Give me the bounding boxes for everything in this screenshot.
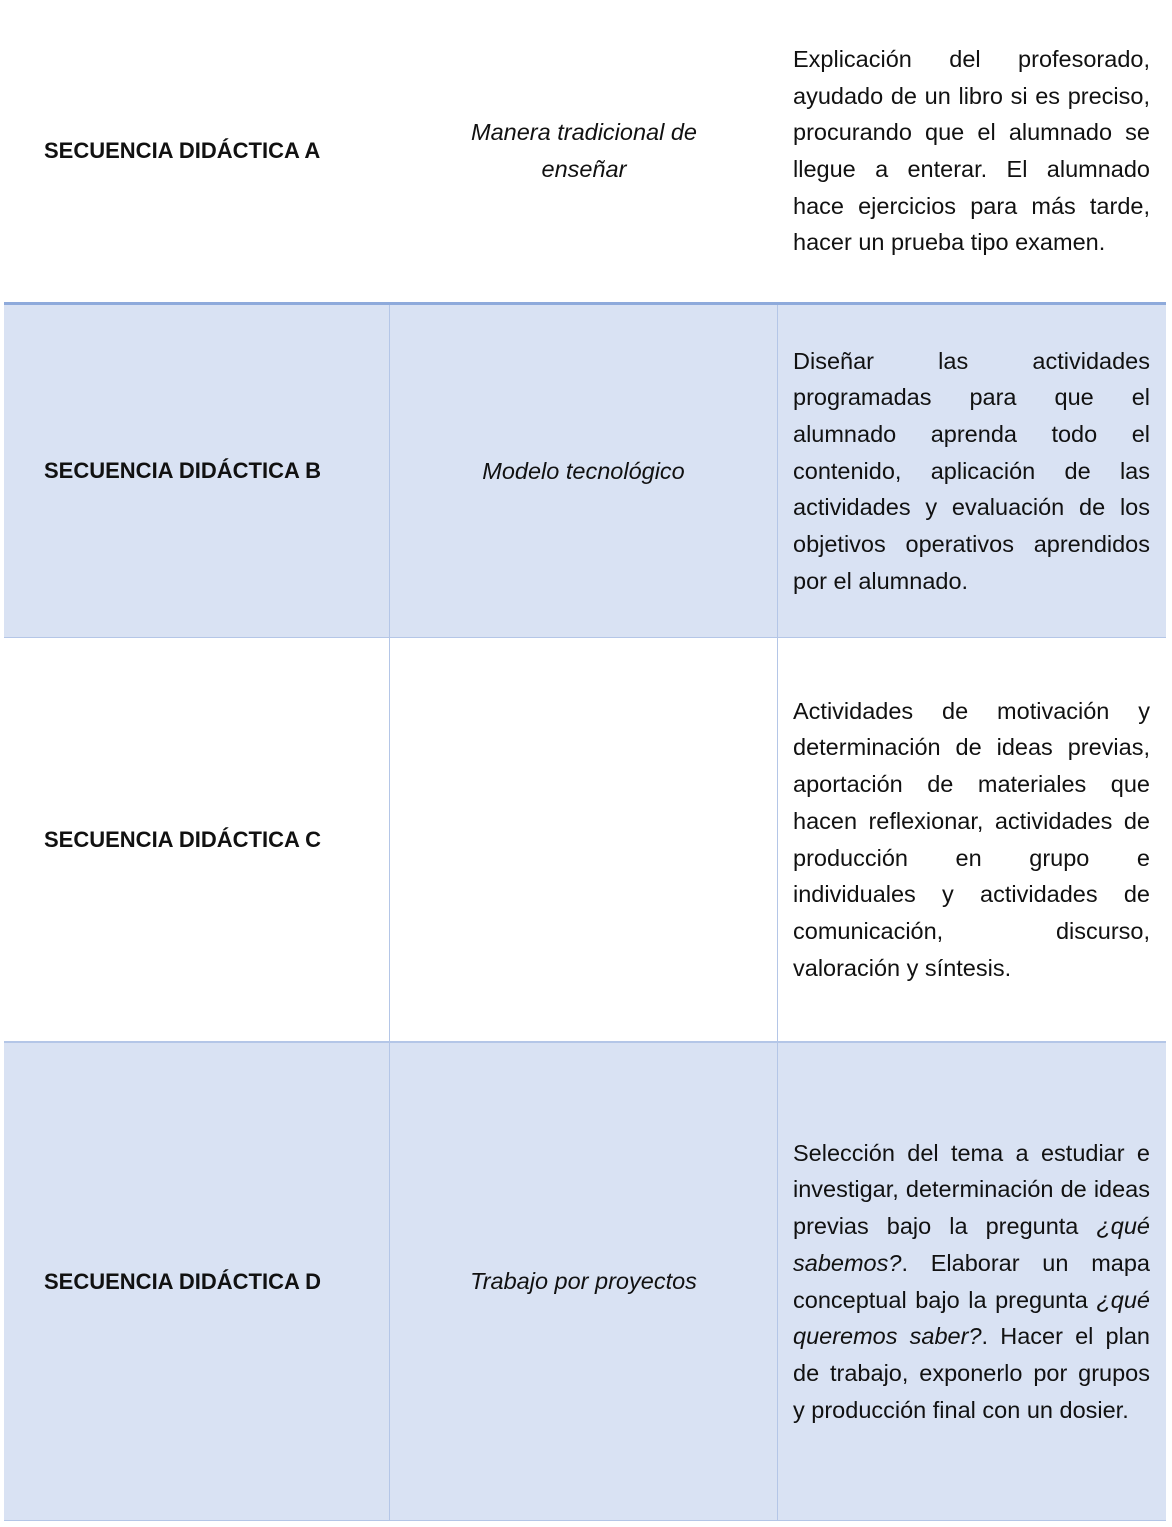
sequence-model: Modelo tecnológico (390, 305, 778, 637)
sequence-description (778, 305, 1166, 637)
description-question: ¿qué queremos saber? (793, 1286, 1150, 1350)
table-row (4, 638, 1166, 1043)
didactic-sequences-table (4, 0, 1166, 1521)
description-part: . Hacer el plan de trabajo, exponerlo por grupos y producción final con un dosier. (793, 1323, 1150, 1423)
description-text: Actividades de motivación y determinación de ideas previas, aportación de materiales que hacen reflexionar, actividades de producción en grupo e individuales y actividades de comunicación, discurso, valoración y síntesis. (793, 697, 1150, 981)
description-part: . Elaborar un mapa conceptual bajo la pregunta (793, 1249, 1150, 1313)
sequence-model: Manera tradicional de enseñar (471, 119, 697, 182)
sequence-description (778, 638, 1166, 1041)
table-row (4, 305, 1166, 638)
sequence-description (778, 0, 1166, 302)
table-row (4, 0, 1166, 305)
sequence-title: SECUENCIA DIDÁCTICA D (4, 1043, 390, 1520)
description-text: Explicación del profesorado, ayudado de un libro si es preciso, procurando que el alumnado se llegue a enterar. El alumnado hace ejercicios para más tarde, hacer un prueba tipo examen. (793, 45, 1150, 256)
sequence-model (390, 638, 778, 1041)
table-row (4, 1043, 1166, 1521)
sequence-model: Trabajo por proyectos (390, 1043, 778, 1520)
sequence-description (778, 1043, 1166, 1520)
description-part: Selección del tema a estudiar e investigar, determinación de ideas previas bajo la pregunta (793, 1139, 1150, 1240)
sequence-title: SECUENCIA DIDÁCTICA C (4, 638, 390, 1041)
description-question: ¿qué sabemos? (793, 1213, 1150, 1276)
sequence-title: SECUENCIA DIDÁCTICA B (4, 305, 390, 637)
description-text (793, 1135, 1150, 1429)
description-text: Diseñar las actividades programadas para que el alumnado aprenda todo el contenido, aplicación de las actividades y evaluación de los objetivos operativos aprendidos por el alumnado. (793, 347, 1150, 594)
sequence-title: SECUENCIA DIDÁCTICA A (44, 138, 321, 163)
